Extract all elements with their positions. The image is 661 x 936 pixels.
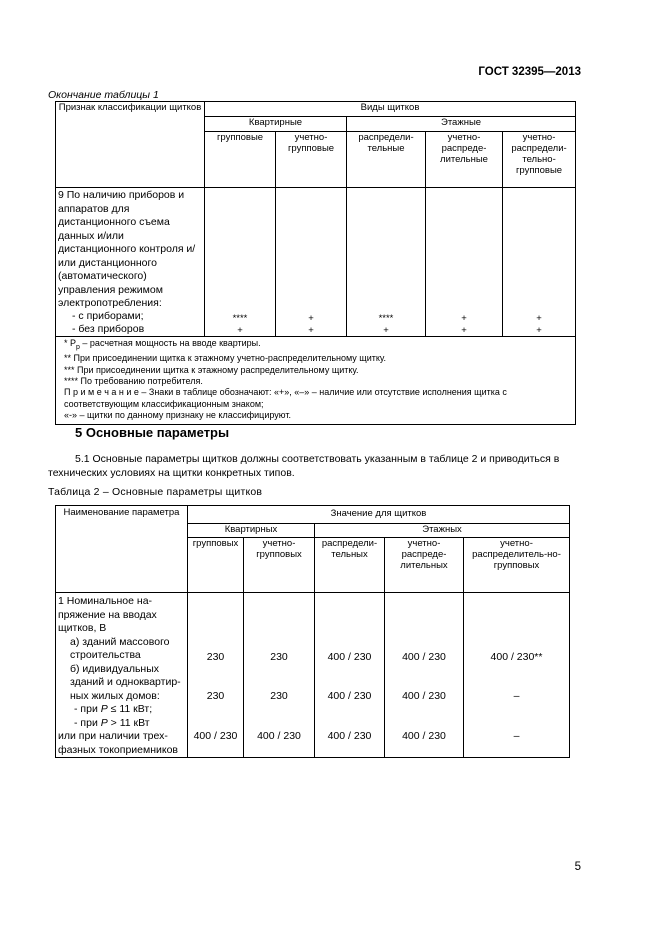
table-cell: + bbox=[503, 311, 576, 324]
document-id: ГОСТ 32395—2013 bbox=[478, 66, 581, 78]
t1-row9-label: 9 По наличию приборов и аппаратов для дистанционного съема данных и/или дистанционного контроля и/или дистанционного (автоматического) управления режимом электропотребления: bbox=[56, 188, 205, 311]
table-cell: **** bbox=[347, 311, 426, 324]
table-cell: + bbox=[276, 324, 347, 337]
table-cell: 230 bbox=[188, 593, 244, 663]
t1-header-apartment: Квартирные bbox=[205, 117, 347, 132]
table-cell: + bbox=[426, 324, 503, 337]
table1-caption: Окончание таблицы 1 bbox=[48, 89, 159, 101]
table-cell: **** bbox=[205, 311, 276, 324]
table-cell: 230 400 / 230 bbox=[188, 663, 244, 758]
t2-row-a-label: а) зданий массового строительства bbox=[70, 635, 170, 661]
t2-header-floor: Этажных bbox=[315, 524, 570, 538]
t2-subheader: учетно-групповых bbox=[244, 538, 315, 593]
table-cell: + bbox=[347, 324, 426, 337]
t1-footnotes bbox=[56, 337, 576, 425]
t2-header-apartment: Квартирных bbox=[188, 524, 315, 538]
t1-header-floor: Этажные bbox=[347, 117, 576, 132]
page-number: 5 bbox=[574, 861, 581, 873]
t1-row-without-label: - без приборов bbox=[56, 324, 205, 337]
table-cell: – – bbox=[464, 663, 570, 758]
table-note: П р и м е ч а н и е – Знаки в таблице обозначают: «+», «–» – наличие или отсутствие исполнения щитка с соответствующим классификационным знаком; bbox=[64, 387, 507, 409]
t2-row-b2-label: - при P > 11 кВт bbox=[74, 716, 150, 729]
table-cell: 400 / 230** bbox=[464, 593, 570, 663]
t1-subheader: учетно-распреде-лительные bbox=[426, 132, 503, 188]
t2-subheader: учетно-распределитель-но-групповых bbox=[464, 538, 570, 593]
table-cell: + bbox=[205, 324, 276, 337]
table-cell: 230 bbox=[244, 593, 315, 663]
footnote-2: ** При присоединении щитка к этажному учетно-распределительному щитку. bbox=[64, 353, 386, 364]
t2-row1-label bbox=[56, 593, 188, 663]
table-cell: 400 / 230 bbox=[385, 593, 464, 663]
t1-subheader: учетно-распредели-тельно-групповые bbox=[503, 132, 576, 188]
t1-subheader: групповые bbox=[205, 132, 276, 188]
table-cell: 230 400 / 230 bbox=[244, 663, 315, 758]
table2-caption: Таблица 2 – Основные параметры щитков bbox=[48, 486, 263, 498]
t2-row1-title: 1 Номинальное на-пряжение на вводах щитков, В bbox=[58, 595, 157, 634]
t2-row-b1-label: - при P ≤ 11 кВт; bbox=[74, 703, 153, 715]
t2-row-b3-label: или при наличии трех-фазных токоприемников bbox=[58, 730, 179, 756]
t1-row-with-label: - с приборами; bbox=[56, 311, 205, 324]
table1 bbox=[55, 101, 576, 425]
table-cell: 400 / 230 bbox=[315, 593, 385, 663]
t2-header-param: Наименование параметра bbox=[56, 506, 188, 593]
footnote-3: *** При присоединении щитка к этажному распределительному щитку. bbox=[64, 364, 359, 375]
t2-header-value: Значение для щитков bbox=[188, 506, 570, 524]
t1-subheader: распредели-тельные bbox=[347, 132, 426, 188]
table-cell: + bbox=[276, 311, 347, 324]
t1-header-feature: Признак классификации щитков bbox=[56, 102, 205, 188]
table-cell: 400 / 230 400 / 230 bbox=[315, 663, 385, 758]
t2-subheader: групповых bbox=[188, 538, 244, 593]
t2-row-b-label bbox=[56, 663, 188, 758]
section-title: 5 Основные параметры bbox=[75, 425, 230, 440]
section-paragraph: 5.1 Основные параметры щитков должны соответствовать указанным в таблице 2 и приводиться в технических условиях на щитки конкретных типов. bbox=[48, 453, 560, 479]
t1-header-types: Виды щитков bbox=[205, 102, 576, 117]
table-cell: + bbox=[503, 324, 576, 337]
table-cell: 400 / 230 400 / 230 bbox=[385, 663, 464, 758]
table-note-2: «-» – щитки по данному признаку не классифицируют. bbox=[64, 410, 291, 421]
footnote-4: **** По требованию потребителя. bbox=[64, 376, 203, 387]
t1-subheader: учетно-групповые bbox=[276, 132, 347, 188]
t2-subheader: учетно-распреде-лительных bbox=[385, 538, 464, 593]
t2-row-b-title: б) идивидуальных зданий и одноквартир-ных жилых домов: bbox=[70, 662, 181, 702]
table-cell: + bbox=[426, 311, 503, 324]
table2 bbox=[55, 505, 570, 758]
t2-subheader: распредели-тельных bbox=[315, 538, 385, 593]
footnote-1: * $P_р$ – расчетная мощность на вводе квартиры. bbox=[64, 338, 261, 351]
